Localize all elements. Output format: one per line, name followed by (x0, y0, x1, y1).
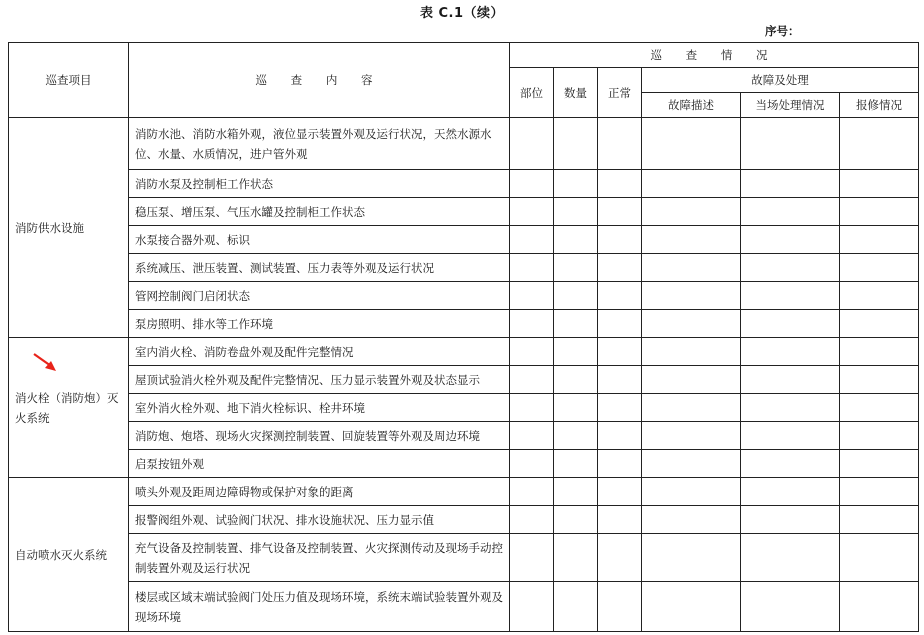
location-cell[interactable] (510, 226, 554, 254)
repair-report-cell[interactable] (840, 478, 919, 506)
patrol-content-cell: 屋顶试验消火栓外观及配件完整情况、压力显示装置外观及状态显示 (129, 366, 510, 394)
header-patrol-item: 巡查项目 (9, 43, 129, 118)
location-cell[interactable] (510, 506, 554, 534)
quantity-cell[interactable] (554, 366, 598, 394)
quantity-cell[interactable] (554, 282, 598, 310)
normal-cell[interactable] (598, 254, 642, 282)
repair-report-cell[interactable] (840, 338, 919, 366)
table-row (9, 394, 919, 422)
table-row (9, 338, 919, 366)
quantity-cell[interactable] (554, 310, 598, 338)
patrol-content-cell: 充气设备及控制装置、排气设备及控制装置、火灾探测传动及现场手动控制装置外观及运行状况 (129, 534, 510, 582)
quantity-cell[interactable] (554, 422, 598, 450)
repair-report-cell[interactable] (840, 226, 919, 254)
location-cell[interactable] (510, 394, 554, 422)
header-quantity: 数量 (554, 68, 598, 118)
normal-cell[interactable] (598, 198, 642, 226)
normal-cell[interactable] (598, 478, 642, 506)
repair-report-cell[interactable] (840, 282, 919, 310)
repair-report-cell[interactable] (840, 118, 919, 170)
onsite-handling-cell[interactable] (741, 170, 840, 198)
patrol-content-cell: 室内消火栓、消防卷盘外观及配件完整情况 (129, 338, 510, 366)
repair-report-cell[interactable] (840, 422, 919, 450)
patrol-content-cell: 消防炮、炮塔、现场火灾探测控制装置、回旋装置等外观及周边环境 (129, 422, 510, 450)
patrol-content-cell: 室外消火栓外观、地下消火栓标识、栓井环境 (129, 394, 510, 422)
patrol-content-cell: 消防水池、消防水箱外观，液位显示装置外观及运行状况，天然水源水位、水量、水质情况，进户管外观 (129, 118, 510, 170)
table-row (9, 226, 919, 254)
normal-cell[interactable] (598, 450, 642, 478)
quantity-cell[interactable] (554, 506, 598, 534)
header-onsite-handling: 当场处理情况 (741, 93, 840, 118)
table-row (9, 282, 919, 310)
quantity-cell[interactable] (554, 394, 598, 422)
normal-cell[interactable] (598, 582, 642, 632)
patrol-content-cell: 系统减压、泄压装置、测试装置、压力表等外观及运行状况 (129, 254, 510, 282)
onsite-handling-cell[interactable] (741, 582, 840, 632)
normal-cell[interactable] (598, 338, 642, 366)
location-cell[interactable] (510, 422, 554, 450)
location-cell[interactable] (510, 478, 554, 506)
onsite-handling-cell[interactable] (741, 422, 840, 450)
patrol-content-cell: 启泵按钮外观 (129, 450, 510, 478)
onsite-handling-cell[interactable] (741, 338, 840, 366)
table-row (9, 198, 919, 226)
onsite-handling-cell[interactable] (741, 282, 840, 310)
fault-description-cell[interactable] (642, 450, 741, 478)
fault-description-cell[interactable] (642, 478, 741, 506)
table-row (9, 478, 919, 506)
location-cell[interactable] (510, 170, 554, 198)
fault-description-cell[interactable] (642, 422, 741, 450)
onsite-handling-cell[interactable] (741, 226, 840, 254)
table-row (9, 450, 919, 478)
patrol-item-cell: 自动喷水灭火系统 (9, 478, 129, 632)
fault-description-cell[interactable] (642, 226, 741, 254)
location-cell[interactable] (510, 338, 554, 366)
patrol-content-cell: 水泵接合器外观、标识 (129, 226, 510, 254)
location-cell[interactable] (510, 282, 554, 310)
location-cell[interactable] (510, 118, 554, 170)
table-row (9, 170, 919, 198)
fault-description-cell[interactable] (642, 118, 741, 170)
fault-description-cell[interactable] (642, 198, 741, 226)
location-cell[interactable] (510, 534, 554, 582)
fault-description-cell[interactable] (642, 534, 741, 582)
table-row (9, 254, 919, 282)
normal-cell[interactable] (598, 534, 642, 582)
table-row (9, 366, 919, 394)
table-row (9, 118, 919, 170)
repair-report-cell[interactable] (840, 582, 919, 632)
table-row (9, 534, 919, 582)
repair-report-cell[interactable] (840, 534, 919, 582)
patrol-content-cell: 管网控制阀门启闭状态 (129, 282, 510, 310)
table-row (9, 422, 919, 450)
normal-cell[interactable] (598, 310, 642, 338)
location-cell[interactable] (510, 450, 554, 478)
page-title: 表 C.1（续） (419, 6, 505, 21)
location-cell[interactable] (510, 366, 554, 394)
quantity-cell[interactable] (554, 198, 598, 226)
fault-description-cell[interactable] (642, 394, 741, 422)
patrol-item-cell: 消火栓（消防炮）灭火系统 (9, 338, 129, 478)
patrol-content-cell: 稳压泵、增压泵、气压水罐及控制柜工作状态 (129, 198, 510, 226)
quantity-cell[interactable] (554, 170, 598, 198)
normal-cell[interactable] (598, 118, 642, 170)
header-patrol-status: 巡 查 情 况 (510, 43, 919, 68)
quantity-cell[interactable] (554, 254, 598, 282)
fault-description-cell[interactable] (642, 254, 741, 282)
location-cell[interactable] (510, 198, 554, 226)
patrol-content-cell: 消防水泵及控制柜工作状态 (129, 170, 510, 198)
normal-cell[interactable] (598, 282, 642, 310)
onsite-handling-cell[interactable] (741, 198, 840, 226)
normal-cell[interactable] (598, 226, 642, 254)
header-fault-handling: 故障及处理 (642, 68, 919, 93)
patrol-content-cell: 报警阀组外观、试验阀门状况、排水设施状况、压力显示值 (129, 506, 510, 534)
table-row (9, 582, 919, 632)
header-fault-description: 故障描述 (642, 93, 741, 118)
repair-report-cell[interactable] (840, 450, 919, 478)
onsite-handling-cell[interactable] (741, 450, 840, 478)
patrol-record-table (8, 42, 919, 632)
onsite-handling-cell[interactable] (741, 366, 840, 394)
quantity-cell[interactable] (554, 450, 598, 478)
repair-report-cell[interactable] (840, 506, 919, 534)
location-cell[interactable] (510, 254, 554, 282)
quantity-cell[interactable] (554, 534, 598, 582)
normal-cell[interactable] (598, 394, 642, 422)
quantity-cell[interactable] (554, 226, 598, 254)
repair-report-cell[interactable] (840, 366, 919, 394)
quantity-cell[interactable] (554, 478, 598, 506)
onsite-handling-cell[interactable] (741, 534, 840, 582)
fault-description-cell[interactable] (642, 282, 741, 310)
header-location: 部位 (510, 68, 554, 118)
header-normal: 正常 (598, 68, 642, 118)
repair-report-cell[interactable] (840, 198, 919, 226)
onsite-handling-cell[interactable] (741, 394, 840, 422)
location-cell[interactable] (510, 582, 554, 632)
onsite-handling-cell[interactable] (741, 118, 840, 170)
onsite-handling-cell[interactable] (741, 254, 840, 282)
table-row (9, 310, 919, 338)
fault-description-cell[interactable] (642, 506, 741, 534)
normal-cell[interactable] (598, 170, 642, 198)
serial-number-label: 序号： (765, 24, 800, 38)
fault-description-cell[interactable] (642, 338, 741, 366)
repair-report-cell[interactable] (840, 310, 919, 338)
normal-cell[interactable] (598, 506, 642, 534)
fault-description-cell[interactable] (642, 170, 741, 198)
header-repair-report: 报修情况 (840, 93, 919, 118)
header-patrol-content: 巡 查 内 容 (129, 43, 510, 118)
normal-cell[interactable] (598, 422, 642, 450)
fault-description-cell[interactable] (642, 582, 741, 632)
repair-report-cell[interactable] (840, 254, 919, 282)
repair-report-cell[interactable] (840, 394, 919, 422)
onsite-handling-cell[interactable] (741, 506, 840, 534)
patrol-content-cell: 泵房照明、排水等工作环境 (129, 310, 510, 338)
quantity-cell[interactable] (554, 118, 598, 170)
location-cell[interactable] (510, 310, 554, 338)
normal-cell[interactable] (598, 366, 642, 394)
fault-description-cell[interactable] (642, 366, 741, 394)
quantity-cell[interactable] (554, 338, 598, 366)
quantity-cell[interactable] (554, 582, 598, 632)
table-row (9, 506, 919, 534)
repair-report-cell[interactable] (840, 170, 919, 198)
patrol-content-cell: 喷头外观及距周边障碍物或保护对象的距离 (129, 478, 510, 506)
red-arrow-icon (32, 352, 62, 374)
patrol-content-cell: 楼层或区域末端试验阀门处压力值及现场环境，系统末端试验装置外观及现场环境 (129, 582, 510, 632)
onsite-handling-cell[interactable] (741, 478, 840, 506)
patrol-item-cell: 消防供水设施 (9, 118, 129, 338)
onsite-handling-cell[interactable] (741, 310, 840, 338)
fault-description-cell[interactable] (642, 310, 741, 338)
